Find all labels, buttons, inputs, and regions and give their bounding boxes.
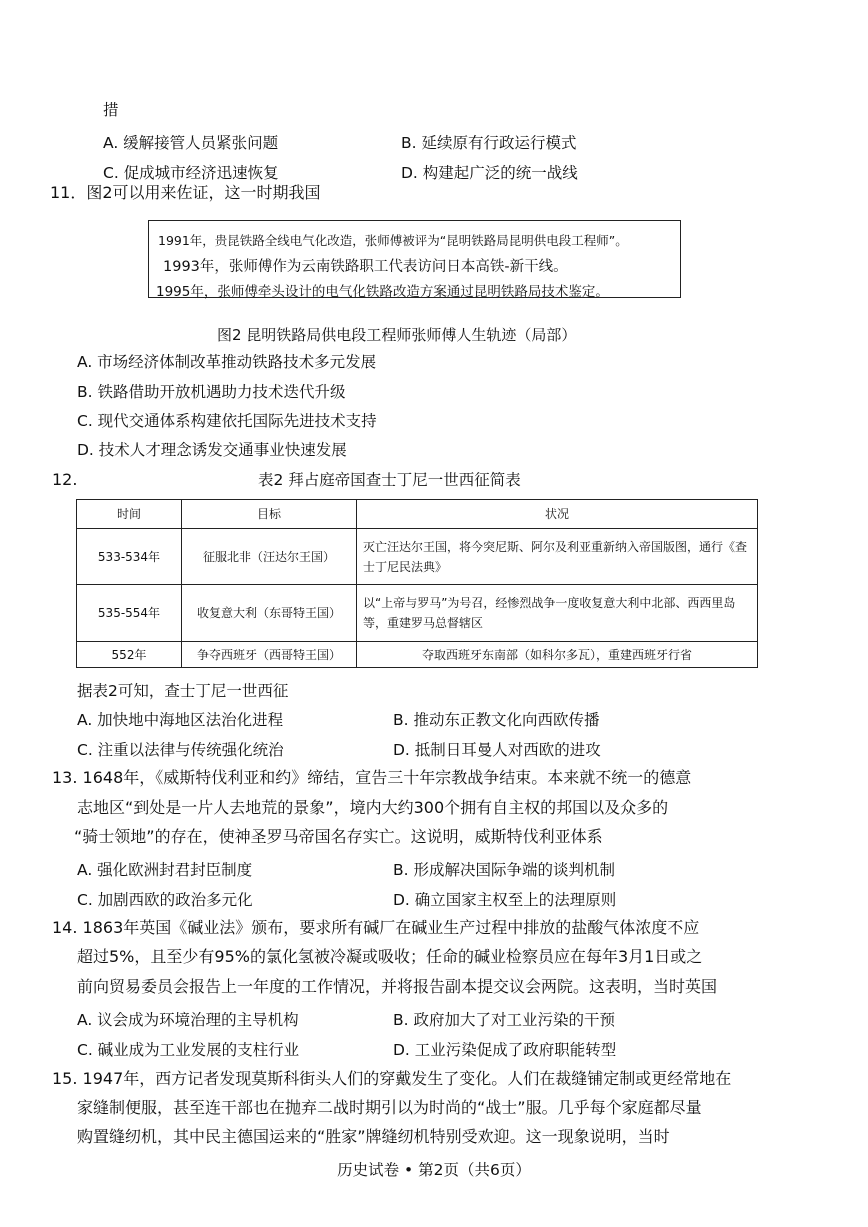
table-cell-target: 争夺西班牙（西哥特王国） bbox=[182, 642, 357, 668]
q14-option-c: C. 碱业成为工业发展的支柱行业 bbox=[77, 1041, 300, 1059]
q12-option-d: D. 抵制日耳曼人对西欧的进攻 bbox=[393, 741, 601, 759]
table-header-row bbox=[77, 500, 758, 529]
table-cell-status: 夺取西班牙东南部（如科尔多瓦），重建西班牙行省 bbox=[357, 642, 758, 668]
q12-stem: 据表2可知，查士丁尼一世西征 bbox=[77, 682, 289, 700]
figure-2-line-2: 1993年，张师傅作为云南铁路职工代表访问日本高铁-新干线。 bbox=[163, 259, 568, 275]
text-fragment: 措 bbox=[103, 101, 119, 119]
q11-option-c: C. 现代交通体系构建依托国际先进技术支持 bbox=[77, 412, 377, 430]
q14-option-a: A. 议会成为环境治理的主导机构 bbox=[77, 1011, 299, 1029]
figure-2-line-3: 1995年，张师傅牵头设计的电气化铁路改造方案通过昆明铁路局技术鉴定。 bbox=[156, 284, 609, 300]
q15-line-2: 家缝制便服，甚至连干部也在抛弃二战时期引以为时尚的“战士”服。几乎每个家庭都尽量 bbox=[77, 1098, 702, 1117]
table-cell-status: 灭亡汪达尔王国，将今突尼斯、阿尔及利亚重新纳入帝国版图，通行《查士丁尼民法典》 bbox=[357, 529, 758, 585]
figure-2-caption: 图2 昆明铁路局供电段工程师张师傅人生轨迹（局部） bbox=[217, 326, 577, 344]
q14-line-2: 超过5%，且至少有95%的氯化氢被冷凝或吸收；任命的碱业检察员应在每年3月1日或之 bbox=[77, 947, 703, 966]
q14-line-1: 14. 1863年英国《碱业法》颁布，要求所有碱厂在碱业生产过程中排放的盐酸气体浓度不应 bbox=[52, 918, 700, 937]
q12-option-a: A. 加快地中海地区法治化进程 bbox=[77, 711, 284, 729]
table-cell-time: 535-554年 bbox=[77, 585, 182, 642]
q13-option-a: A. 强化欧洲封君封臣制度 bbox=[77, 861, 253, 879]
q11-stem: 11．图2可以用来佐证，这一时期我国 bbox=[50, 183, 321, 202]
q14-line-3: 前向贸易委员会报告上一年度的工作情况，并将报告副本提交议会两院。这表明，当时英国 bbox=[77, 977, 718, 996]
table-row bbox=[77, 585, 758, 642]
q13-line-2: 志地区“到处是一片人去地荒的景象”，境内大约300个拥有自主权的邦国以及众多的 bbox=[77, 798, 669, 817]
table-header-status: 状况 bbox=[357, 500, 758, 529]
table-row bbox=[77, 529, 758, 585]
table-header-target: 目标 bbox=[182, 500, 357, 529]
q11-option-a: A. 市场经济体制改革推动铁路技术多元发展 bbox=[77, 353, 377, 371]
q13-option-b: B. 形成解决国际争端的谈判机制 bbox=[393, 861, 615, 879]
q10-option-c: C. 促成城市经济迅速恢复 bbox=[103, 164, 279, 182]
q12-option-b: B. 推动东正教文化向西欧传播 bbox=[393, 711, 600, 729]
q11-option-b: B. 铁路借助开放机遇助力技术迭代升级 bbox=[77, 383, 346, 401]
figure-2-box bbox=[148, 220, 681, 298]
q15-line-1: 15. 1947年，西方记者发现莫斯科街头人们的穿戴发生了变化。人们在裁缝铺定制或更经常地在 bbox=[52, 1069, 732, 1088]
q10-option-b: B. 延续原有行政运行模式 bbox=[401, 134, 577, 152]
q11-option-d: D. 技术人才理念诱发交通事业快速发展 bbox=[77, 441, 347, 459]
table-cell-target: 收复意大利（东哥特王国） bbox=[182, 585, 357, 642]
q13-option-c: C. 加剧西欧的政治多元化 bbox=[77, 891, 253, 909]
page-footer: 历史试卷 • 第2页（共6页） bbox=[337, 1161, 531, 1179]
table-cell-time: 552年 bbox=[77, 642, 182, 668]
q15-line-3: 购置缝纫机，其中民主德国运来的“胜家”牌缝纫机特别受欢迎。这一现象说明，当时 bbox=[77, 1127, 670, 1146]
q14-option-d: D. 工业污染促成了政府职能转型 bbox=[393, 1041, 617, 1059]
figure-2-line-1: 1991年，贵昆铁路全线电气化改造，张师傅被评为“昆明铁路局昆明供电段工程师”。 bbox=[158, 233, 628, 248]
q10-option-d: D. 构建起广泛的统一战线 bbox=[401, 164, 578, 182]
q12-number: 12. bbox=[52, 470, 78, 489]
table-2 bbox=[76, 499, 758, 668]
q13-line-3: “骑士领地”的存在，使神圣罗马帝国名存实亡。这说明，威斯特伐利亚体系 bbox=[74, 827, 603, 846]
q13-line-1: 13. 1648年，《威斯特伐利亚和约》缔结，宣告三十年宗教战争结束。本来就不统一的德意 bbox=[52, 768, 692, 787]
table-row bbox=[77, 642, 758, 668]
table-header-time: 时间 bbox=[77, 500, 182, 529]
q10-option-a: A. 缓解接管人员紧张问题 bbox=[103, 134, 279, 152]
table-cell-target: 征服北非（汪达尔王国） bbox=[182, 529, 357, 585]
table-cell-time: 533-534年 bbox=[77, 529, 182, 585]
q13-option-d: D. 确立国家主权至上的法理原则 bbox=[393, 891, 617, 909]
q12-option-c: C. 注重以法律与传统强化统治 bbox=[77, 741, 284, 759]
table-cell-status: 以“上帝与罗马”为号召，经惨烈战争一度收复意大利中北部、西西里岛等，重建罗马总督辖区 bbox=[357, 585, 758, 642]
q14-option-b: B. 政府加大了对工业污染的干预 bbox=[393, 1011, 615, 1029]
table-2-title: 表2 拜占庭帝国查士丁尼一世西征简表 bbox=[258, 471, 521, 489]
